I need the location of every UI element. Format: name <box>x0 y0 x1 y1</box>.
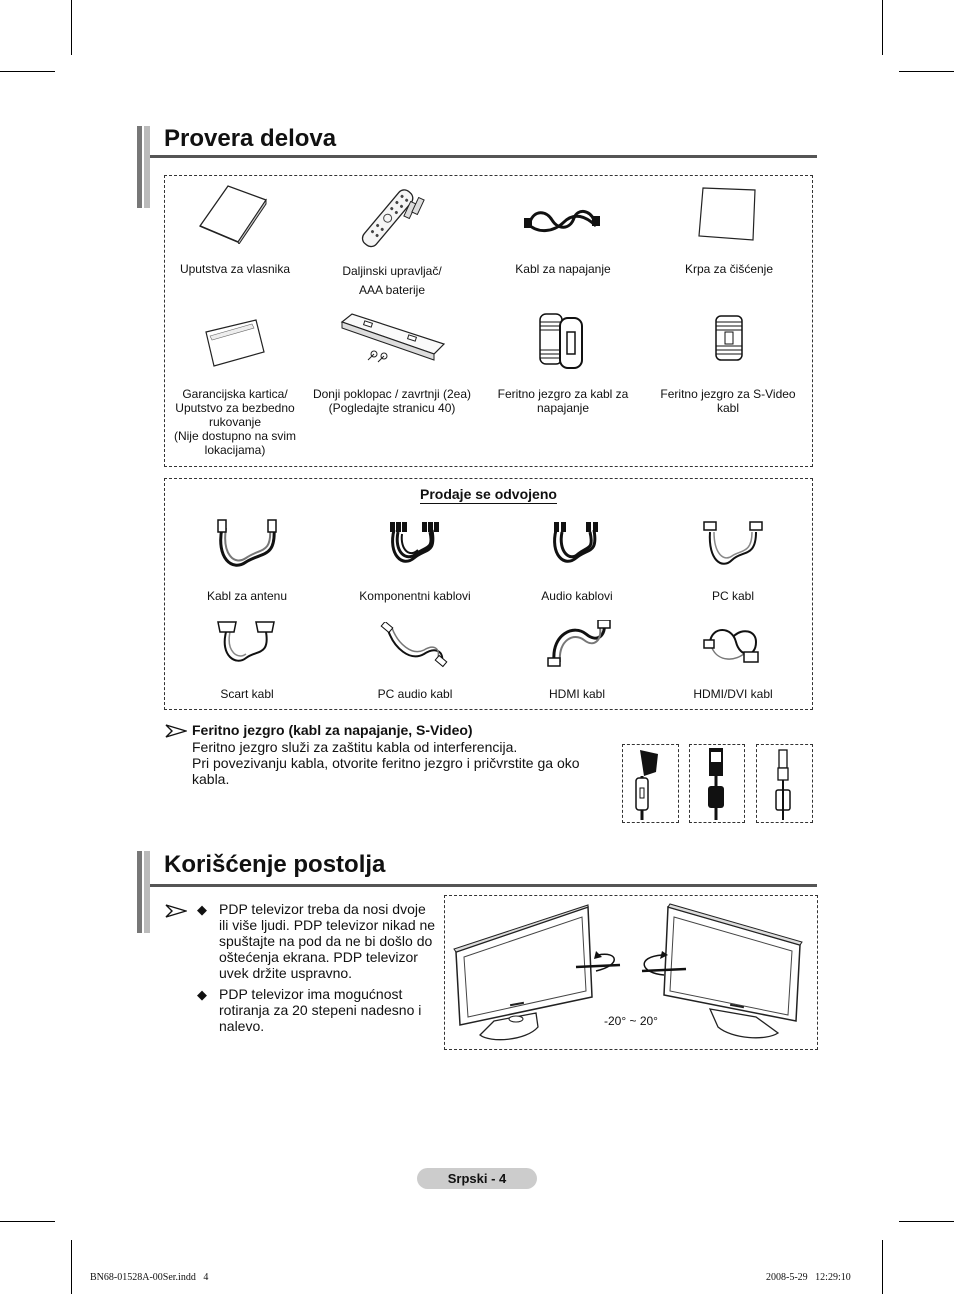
scart-cable-icon <box>216 620 276 666</box>
section-rule <box>150 884 817 887</box>
section-bar <box>137 851 142 933</box>
sold-label-hdmi: HDMI kabl <box>548 687 605 701</box>
section-bar <box>137 126 142 208</box>
page-number-label: Srpski - 4 <box>447 1171 507 1186</box>
section-rule <box>150 155 817 158</box>
bullet-diamond-icon: ◆ <box>197 902 207 917</box>
ferrite-note-heading: Feritno jezgro (kabl za napajanje, S-Video) <box>192 722 473 738</box>
crop-mark <box>899 71 954 72</box>
crop-mark <box>899 1221 954 1222</box>
ferrite-power-connector-icon <box>691 746 741 820</box>
ferrite-core-power-icon <box>536 310 586 372</box>
timestamp-label: 2008-5-29 12:29:10 <box>766 1272 851 1283</box>
manual-icon <box>196 184 270 244</box>
remote-control-icon <box>357 184 429 254</box>
ferrite-power-plug-icon <box>624 746 676 820</box>
crop-mark <box>71 1240 72 1294</box>
part-label-power-cable: Kabl za napajanje <box>515 262 611 276</box>
note-arrow-icon <box>165 724 187 738</box>
section-bar <box>144 851 150 933</box>
part-label-manual: Uputstva za vlasnika <box>179 262 291 276</box>
part-label-cloth: Krpa za čišćenje <box>684 262 774 276</box>
stand-bullet-1: PDP televizor treba da nosi dvoje ili više ljudi. PDP televizor nikad ne spuštajte na pod da ne bi došlo do oštećenja ekrana. PDP televizor uvek držite uspravno. <box>219 901 436 981</box>
rotation-range-label: -20° ~ 20° <box>604 1014 658 1028</box>
crop-mark <box>882 1240 883 1294</box>
ferrite-note-line1: Feritno jezgro služi za zaštitu kabla od interferencija. <box>192 739 518 755</box>
antenna-cable-icon <box>212 518 282 572</box>
cleaning-cloth-icon <box>697 186 759 242</box>
crop-mark <box>71 0 72 55</box>
part-label-remote <box>322 262 462 300</box>
part-label-ferrite-svideo: Feritno jezgro za S-Video kabl <box>660 387 796 415</box>
pc-cable-icon <box>700 520 766 570</box>
power-cable-icon <box>524 206 600 236</box>
part-label-warranty: Garancijska kartica/ Uputstvo za bezbedno rukovanje (Nije dostupno na svim lokacijama) <box>173 387 297 457</box>
section-title-parts: Provera delova <box>164 125 337 152</box>
sold-label-component: Komponentni kablovi <box>359 589 471 603</box>
page-number-pill <box>417 1168 537 1189</box>
bottom-cover-icon <box>338 312 448 364</box>
crop-mark <box>0 71 55 72</box>
warranty-card-icon <box>204 318 266 368</box>
sold-label-antenna: Kabl za antenu <box>206 589 288 603</box>
sold-label-hdmi-dvi: HDMI/DVI kabl <box>693 687 773 701</box>
note-arrow-icon <box>165 904 187 918</box>
sold-label-scart: Scart kabl <box>220 687 274 701</box>
sold-separately-title: Prodaje se odvojeno <box>420 486 557 502</box>
part-label-ferrite-power: Feritno jezgro za kabl za napajanje <box>497 387 629 415</box>
audio-cables-icon <box>548 520 604 572</box>
section-title-stand: Korišćenje postolja <box>164 851 386 878</box>
hdmi-dvi-cable-icon <box>702 622 762 668</box>
stand-bullet-2: PDP televizor ima mogućnost rotiranja za 20 stepeni nadesno i nalevo. <box>219 986 422 1034</box>
sold-label-audio: Audio kablovi <box>541 589 613 603</box>
sold-label-pc: PC kabl <box>711 589 755 603</box>
crop-mark <box>882 0 883 55</box>
section-bar <box>144 126 150 208</box>
ferrite-core-svideo-icon <box>712 314 746 362</box>
bullet-diamond-icon: ◆ <box>197 987 207 1002</box>
component-cables-icon <box>386 520 442 572</box>
part-label-bottom-cover: Donji poklopac / zavrtnji (2ea) (Pogledajte stranicu 40) <box>312 387 472 415</box>
part-label-remote-text: Daljinski upravljač/ AAA baterije <box>342 264 442 297</box>
file-name-label: BN68-01528A-00Ser.indd 4 <box>90 1272 209 1283</box>
ferrite-note-line2: Pri povezivanju kabla, otvorite feritno jezgro i pričvrstite ga oko kabla. <box>192 755 580 787</box>
sold-label-pc-audio: PC audio kabl <box>377 687 453 701</box>
hdmi-cable-icon <box>544 620 612 668</box>
ferrite-svideo-connector-icon <box>758 746 810 820</box>
crop-mark <box>0 1221 55 1222</box>
pc-audio-cable-icon <box>380 622 448 668</box>
